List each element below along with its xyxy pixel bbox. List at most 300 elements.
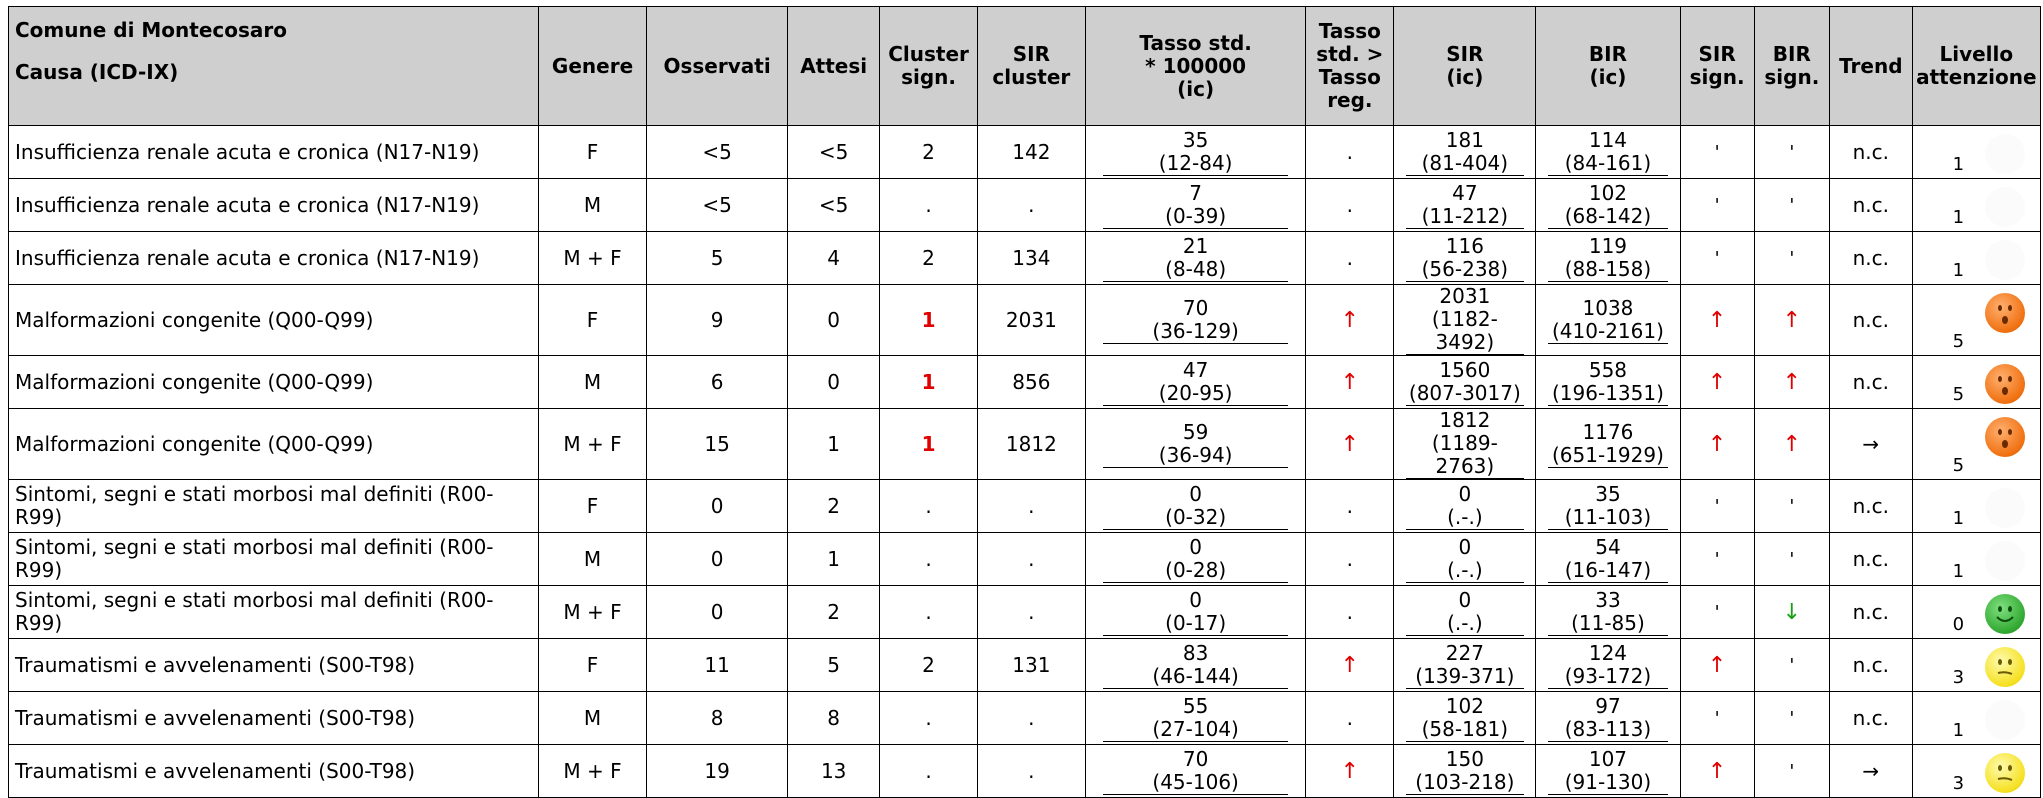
tasso-ic: (12-84) — [1103, 152, 1287, 176]
cell-bir-sign — [1754, 232, 1829, 285]
bir-value: 33 — [1595, 587, 1621, 612]
sir-value: 2031 — [1439, 284, 1491, 308]
cell-genere: M — [538, 692, 646, 745]
header-bir-sign — [1754, 7, 1829, 126]
up-arrow-icon: ↑ — [1707, 307, 1727, 333]
cell-trend: n.c. — [1829, 692, 1912, 745]
sir-value: 0 — [1458, 587, 1472, 612]
cell-sir-sign — [1680, 692, 1754, 745]
cell-sir — [1394, 285, 1536, 356]
header-livello-l1: Livello — [1939, 42, 2014, 66]
blank-face-icon — [1985, 240, 2025, 280]
cell-bir-sign — [1754, 745, 1829, 798]
dot-marker: . — [1346, 245, 1354, 270]
table-row — [9, 480, 2041, 533]
cell-livello — [1912, 232, 2040, 285]
header-tasso-reg — [1306, 7, 1394, 126]
cell-tasso-reg — [1306, 586, 1394, 639]
cell-sir — [1394, 480, 1536, 533]
up-arrow-icon: ↑ — [1340, 431, 1360, 457]
cell-genere: M — [538, 179, 646, 232]
cell-causa: Sintomi, segni e stati morbosi mal definiti (R00-R99) — [9, 480, 539, 533]
tasso-ic: (27-104) — [1103, 718, 1287, 742]
header-bir-l2: (ic) — [1589, 65, 1627, 89]
cell-attesi: 8 — [788, 692, 880, 745]
cell-osservati: 15 — [647, 409, 788, 480]
cell-osservati: 19 — [647, 745, 788, 798]
cell-bir — [1536, 409, 1680, 480]
cell-attesi: 5 — [788, 639, 880, 692]
tasso-value: 0 — [1189, 481, 1202, 506]
cell-sir — [1394, 533, 1536, 586]
cell-cluster-sign — [880, 409, 978, 480]
cell-sir-sign — [1680, 639, 1754, 692]
level-value: 1 — [1952, 561, 1965, 582]
cell-cluster-sign — [880, 179, 978, 232]
comune-title: Comune di Montecosaro — [15, 18, 288, 42]
cell-attesi: <5 — [788, 126, 880, 179]
table-row — [9, 692, 2041, 745]
attention-table — [8, 6, 2041, 798]
cell-cluster-sign — [880, 533, 978, 586]
cell-bir — [1536, 285, 1680, 356]
cell-trend: n.c. — [1829, 179, 1912, 232]
up-arrow-icon: ↑ — [1707, 758, 1727, 784]
bir-ic: (91-130) — [1548, 771, 1668, 795]
cluster-value: . — [925, 599, 932, 624]
cell-cluster-sign — [880, 745, 978, 798]
cell-livello — [1912, 692, 2040, 745]
cell-bir-sign — [1754, 356, 1829, 409]
dot-marker: . — [1346, 599, 1354, 624]
down-arrow-icon: ↓ — [1782, 599, 1802, 625]
header-sirs-l2: sign. — [1689, 65, 1745, 89]
causa-label: Causa (ICD-IX) — [15, 60, 179, 84]
header-sir-cluster-l2: cluster — [992, 65, 1071, 89]
up-arrow-icon: ↑ — [1782, 307, 1802, 333]
dot-marker: . — [1346, 705, 1354, 730]
tasso-ic: (36-129) — [1103, 320, 1287, 344]
blank-face-icon — [1985, 134, 2025, 174]
level-value: 1 — [1952, 207, 1965, 228]
sir-value: 1560 — [1439, 357, 1491, 382]
dot-marker: . — [1346, 493, 1354, 518]
bir-value: 102 — [1588, 180, 1628, 205]
cell-tasso — [1085, 409, 1305, 480]
cell-cluster-sign — [880, 692, 978, 745]
cell-causa: Malformazioni congenite (Q00-Q99) — [9, 356, 539, 409]
cell-osservati: 5 — [647, 232, 788, 285]
up-arrow-icon: ↑ — [1707, 652, 1727, 678]
tick-marker: ' — [1789, 655, 1795, 676]
sir-value: 181 — [1445, 127, 1484, 152]
cell-cluster-sign — [880, 480, 978, 533]
sir-ic: (56-238) — [1406, 258, 1524, 282]
sir-value: 150 — [1445, 746, 1484, 771]
cell-bir-sign — [1754, 692, 1829, 745]
cell-livello — [1912, 639, 2040, 692]
cell-sir-sign — [1680, 126, 1754, 179]
level-value: 3 — [1952, 773, 1965, 794]
cell-sir — [1394, 126, 1536, 179]
cell-tasso — [1085, 533, 1305, 586]
bir-ic: (84-161) — [1548, 152, 1668, 176]
cell-bir — [1536, 745, 1680, 798]
cell-attesi: 0 — [788, 285, 880, 356]
header-sir — [1394, 7, 1536, 126]
cell-genere: F — [538, 480, 646, 533]
cell-sir-sign — [1680, 356, 1754, 409]
header-birs-l1: BIR — [1772, 42, 1811, 66]
level-value: 0 — [1952, 614, 1965, 635]
cell-attesi: <5 — [788, 179, 880, 232]
level-value: 5 — [1952, 384, 1965, 405]
cell-bir-sign — [1754, 285, 1829, 356]
cell-genere: F — [538, 639, 646, 692]
cell-livello — [1912, 409, 2040, 480]
cell-tasso — [1085, 356, 1305, 409]
tasso-value: 59 — [1182, 419, 1209, 444]
header-tasso — [1085, 7, 1305, 126]
bir-ic: (11-103) — [1548, 506, 1668, 530]
cell-livello — [1912, 533, 2040, 586]
cell-tasso-reg — [1306, 409, 1394, 480]
cell-osservati: <5 — [647, 126, 788, 179]
cell-trend: n.c. — [1829, 480, 1912, 533]
up-arrow-icon: ↑ — [1340, 758, 1360, 784]
cell-bir — [1536, 232, 1680, 285]
header-osservati: Osservati — [647, 7, 788, 126]
header-bir — [1536, 7, 1680, 126]
blank-face-icon — [1985, 541, 2025, 581]
level-value: 5 — [1952, 331, 1965, 352]
bir-ic: (11-85) — [1548, 612, 1668, 636]
header-livello — [1912, 7, 2040, 126]
dot-marker: . — [1346, 546, 1354, 571]
cluster-value: 2 — [922, 245, 935, 270]
cell-tasso — [1085, 232, 1305, 285]
header-tassoreg-l2: std. > — [1316, 42, 1384, 66]
tasso-ic: (8-48) — [1103, 258, 1287, 282]
cell-causa: Insufficienza renale acuta e cronica (N17-N19) — [9, 126, 539, 179]
up-arrow-icon: ↑ — [1707, 369, 1727, 395]
sir-value: 116 — [1445, 233, 1484, 258]
header-trend: Trend — [1829, 7, 1912, 126]
header-tassoreg-l3: Tasso — [1318, 65, 1381, 89]
cell-genere: M + F — [538, 409, 646, 480]
cell-livello — [1912, 586, 2040, 639]
sir-ic: (139-371) — [1406, 665, 1524, 689]
cell-causa: Insufficienza renale acuta e cronica (N17-N19) — [9, 232, 539, 285]
cluster-value: . — [925, 192, 932, 217]
header-bir-l1: BIR — [1588, 42, 1627, 66]
cell-tasso — [1085, 285, 1305, 356]
cell-livello — [1912, 285, 2040, 356]
cell-sir-sign — [1680, 533, 1754, 586]
sir-ic: (.-.) — [1406, 506, 1524, 530]
cell-livello — [1912, 356, 2040, 409]
bir-ic: (196-1351) — [1548, 382, 1668, 406]
level-value: 5 — [1952, 455, 1965, 476]
tasso-value: 21 — [1182, 233, 1209, 258]
bir-value: 114 — [1588, 127, 1628, 152]
cell-trend: n.c. — [1829, 533, 1912, 586]
sir-value: 0 — [1458, 534, 1472, 559]
cell-tasso — [1085, 639, 1305, 692]
table-row — [9, 232, 2041, 285]
cell-tasso — [1085, 179, 1305, 232]
header-attesi: Attesi — [788, 7, 880, 126]
cell-genere: M + F — [538, 586, 646, 639]
bir-ic: (651-1929) — [1548, 444, 1668, 468]
cell-sir-sign — [1680, 179, 1754, 232]
cell-trend: → — [1829, 745, 1912, 798]
level-value: 1 — [1952, 154, 1965, 175]
cell-attesi: 0 — [788, 356, 880, 409]
tasso-ic: (0-17) — [1103, 612, 1287, 636]
table-row — [9, 409, 2041, 480]
cell-bir — [1536, 586, 1680, 639]
cell-trend: n.c. — [1829, 232, 1912, 285]
alarm-face-icon — [1985, 417, 2025, 457]
cell-attesi: 1 — [788, 533, 880, 586]
up-arrow-icon: ↑ — [1340, 369, 1360, 395]
table-row — [9, 639, 2041, 692]
dot-marker: . — [1346, 192, 1354, 217]
tasso-ic: (0-32) — [1103, 506, 1287, 530]
tick-marker: ' — [1714, 708, 1720, 729]
tasso-value: 47 — [1182, 357, 1209, 382]
header-cluster — [880, 7, 978, 126]
cell-sir-cluster: . — [977, 533, 1085, 586]
up-arrow-icon: ↑ — [1782, 369, 1802, 395]
cell-genere: M + F — [538, 232, 646, 285]
header-tasso-l2: * 100000 — [1145, 53, 1247, 78]
tick-marker: ' — [1789, 142, 1795, 163]
blank-face-icon — [1985, 700, 2025, 740]
sir-value: 0 — [1458, 481, 1472, 506]
cell-osservati: 8 — [647, 692, 788, 745]
cluster-value: 2 — [922, 139, 935, 164]
cell-genere: M — [538, 356, 646, 409]
header-causa — [9, 7, 539, 126]
cell-livello — [1912, 179, 2040, 232]
cell-trend: n.c. — [1829, 126, 1912, 179]
sir-value: 227 — [1445, 640, 1484, 665]
header-sir-sign — [1680, 7, 1754, 126]
cell-sir — [1394, 639, 1536, 692]
header-sir-cluster-l1: SIR — [1012, 42, 1050, 66]
cell-osservati: 0 — [647, 533, 788, 586]
sir-ic: (11-212) — [1406, 205, 1524, 229]
cell-causa: Malformazioni congenite (Q00-Q99) — [9, 285, 539, 356]
cell-tasso-reg — [1306, 639, 1394, 692]
tick-marker: ' — [1714, 195, 1720, 216]
cell-sir — [1394, 179, 1536, 232]
cell-causa: Traumatismi e avvelenamenti (S00-T98) — [9, 692, 539, 745]
header-tassoreg-l4: reg. — [1327, 88, 1373, 112]
cell-osservati: 0 — [647, 480, 788, 533]
cell-sir-cluster: 1812 — [977, 409, 1085, 480]
sir-value: 1812 — [1439, 408, 1491, 432]
cell-sir — [1394, 409, 1536, 480]
cell-causa: Insufficienza renale acuta e cronica (N17-N19) — [9, 179, 539, 232]
up-arrow-icon: ↑ — [1782, 431, 1802, 457]
tasso-value: 7 — [1189, 180, 1202, 205]
bir-value: 35 — [1595, 481, 1621, 506]
tasso-value: 0 — [1189, 587, 1202, 612]
cell-attesi: 2 — [788, 586, 880, 639]
cell-causa: Traumatismi e avvelenamenti (S00-T98) — [9, 745, 539, 798]
cell-osservati: 11 — [647, 639, 788, 692]
bir-value: 558 — [1588, 357, 1628, 382]
cell-attesi: 13 — [788, 745, 880, 798]
cell-sir-cluster: 856 — [977, 356, 1085, 409]
cell-osservati: <5 — [647, 179, 788, 232]
cell-sir — [1394, 745, 1536, 798]
cell-causa: Traumatismi e avvelenamenti (S00-T98) — [9, 639, 539, 692]
cluster-value: . — [925, 493, 932, 518]
cell-sir — [1394, 692, 1536, 745]
table-row — [9, 586, 2041, 639]
bir-ic: (16-147) — [1548, 559, 1668, 583]
cell-tasso — [1085, 480, 1305, 533]
tick-marker: ' — [1714, 248, 1720, 269]
header-genere: Genere — [538, 7, 646, 126]
header-livello-l2: attenzione — [1916, 65, 2037, 89]
cell-bir-sign — [1754, 533, 1829, 586]
cell-causa: Sintomi, segni e stati morbosi mal definiti (R00-R99) — [9, 533, 539, 586]
sir-ic: (1182-3492) — [1406, 308, 1524, 355]
cell-sir-cluster: . — [977, 745, 1085, 798]
blank-face-icon — [1985, 187, 2025, 227]
bir-value: 124 — [1588, 640, 1628, 665]
cell-cluster-sign — [880, 639, 978, 692]
cell-trend: → — [1829, 409, 1912, 480]
cell-sir-sign — [1680, 232, 1754, 285]
cell-tasso-reg — [1306, 533, 1394, 586]
tick-marker: ' — [1714, 549, 1720, 570]
cell-sir-sign — [1680, 409, 1754, 480]
bir-value: 107 — [1588, 746, 1628, 771]
up-arrow-icon: ↑ — [1340, 652, 1360, 678]
cell-sir-cluster: . — [977, 692, 1085, 745]
cell-bir-sign — [1754, 639, 1829, 692]
cell-genere: F — [538, 126, 646, 179]
bir-value: 1176 — [1582, 419, 1634, 444]
cluster-value: . — [925, 758, 932, 783]
cell-tasso — [1085, 745, 1305, 798]
sir-ic: (807-3017) — [1406, 382, 1524, 406]
tasso-ic: (0-39) — [1103, 205, 1287, 229]
cluster-value: 1 — [921, 307, 936, 332]
cell-tasso-reg — [1306, 126, 1394, 179]
header-sirs-l1: SIR — [1698, 42, 1736, 66]
cell-bir — [1536, 356, 1680, 409]
table-row — [9, 285, 2041, 356]
up-arrow-icon: ↑ — [1340, 307, 1360, 333]
cell-bir — [1536, 692, 1680, 745]
cell-bir — [1536, 639, 1680, 692]
cell-tasso-reg — [1306, 745, 1394, 798]
tasso-ic: (46-144) — [1103, 665, 1287, 689]
tick-marker: ' — [1714, 496, 1720, 517]
table-header — [9, 7, 2041, 126]
cell-bir — [1536, 179, 1680, 232]
tasso-value: 35 — [1182, 127, 1209, 152]
cell-bir-sign — [1754, 179, 1829, 232]
neutral-face-icon — [1985, 647, 2025, 687]
cell-tasso — [1085, 586, 1305, 639]
cell-bir-sign — [1754, 126, 1829, 179]
tasso-value: 55 — [1182, 693, 1209, 718]
cell-sir-cluster: 142 — [977, 126, 1085, 179]
cell-sir-sign — [1680, 480, 1754, 533]
tick-marker: ' — [1789, 708, 1795, 729]
cell-attesi: 1 — [788, 409, 880, 480]
cluster-value: 1 — [921, 431, 936, 456]
happy-face-icon — [1985, 594, 2025, 634]
header-tasso-l1: Tasso std. — [1139, 30, 1252, 55]
sir-ic: (1189-2763) — [1406, 432, 1524, 479]
cell-attesi: 2 — [788, 480, 880, 533]
cell-cluster-sign — [880, 126, 978, 179]
level-value: 1 — [1952, 260, 1965, 281]
cell-osservati: 0 — [647, 586, 788, 639]
level-value: 1 — [1952, 720, 1965, 741]
cell-sir — [1394, 232, 1536, 285]
cell-genere: M — [538, 533, 646, 586]
bir-value: 119 — [1588, 233, 1628, 258]
cell-sir-sign — [1680, 745, 1754, 798]
cell-bir — [1536, 126, 1680, 179]
cell-livello — [1912, 745, 2040, 798]
cell-sir-cluster: 131 — [977, 639, 1085, 692]
cell-livello — [1912, 126, 2040, 179]
cell-causa: Malformazioni congenite (Q00-Q99) — [9, 409, 539, 480]
up-arrow-icon: ↑ — [1707, 431, 1727, 457]
cell-sir-cluster: . — [977, 586, 1085, 639]
alarm-face-icon — [1985, 364, 2025, 404]
cell-sir-sign — [1680, 285, 1754, 356]
cell-cluster-sign — [880, 285, 978, 356]
cell-genere: M + F — [538, 745, 646, 798]
tasso-ic: (36-94) — [1103, 444, 1287, 468]
cell-genere: F — [538, 285, 646, 356]
cell-cluster-sign — [880, 356, 978, 409]
header-cluster-l1: Cluster — [888, 42, 969, 66]
cluster-value: . — [925, 546, 932, 571]
dot-marker: . — [1346, 139, 1354, 164]
table-row — [9, 126, 2041, 179]
cell-tasso-reg — [1306, 285, 1394, 356]
bir-value: 1038 — [1582, 295, 1634, 320]
cell-tasso-reg — [1306, 692, 1394, 745]
bir-ic: (68-142) — [1548, 205, 1668, 229]
cell-causa: Sintomi, segni e stati morbosi mal definiti (R00-R99) — [9, 586, 539, 639]
tasso-ic: (20-95) — [1103, 382, 1287, 406]
cell-sir-sign — [1680, 586, 1754, 639]
sir-ic: (58-181) — [1406, 718, 1524, 742]
sir-value: 47 — [1452, 180, 1478, 205]
bir-ic: (88-158) — [1548, 258, 1668, 282]
cell-tasso — [1085, 126, 1305, 179]
table-row — [9, 745, 2041, 798]
tasso-value: 70 — [1182, 295, 1209, 320]
sir-ic: (.-.) — [1406, 612, 1524, 636]
cell-sir-cluster: 134 — [977, 232, 1085, 285]
tasso-ic: (0-28) — [1103, 559, 1287, 583]
